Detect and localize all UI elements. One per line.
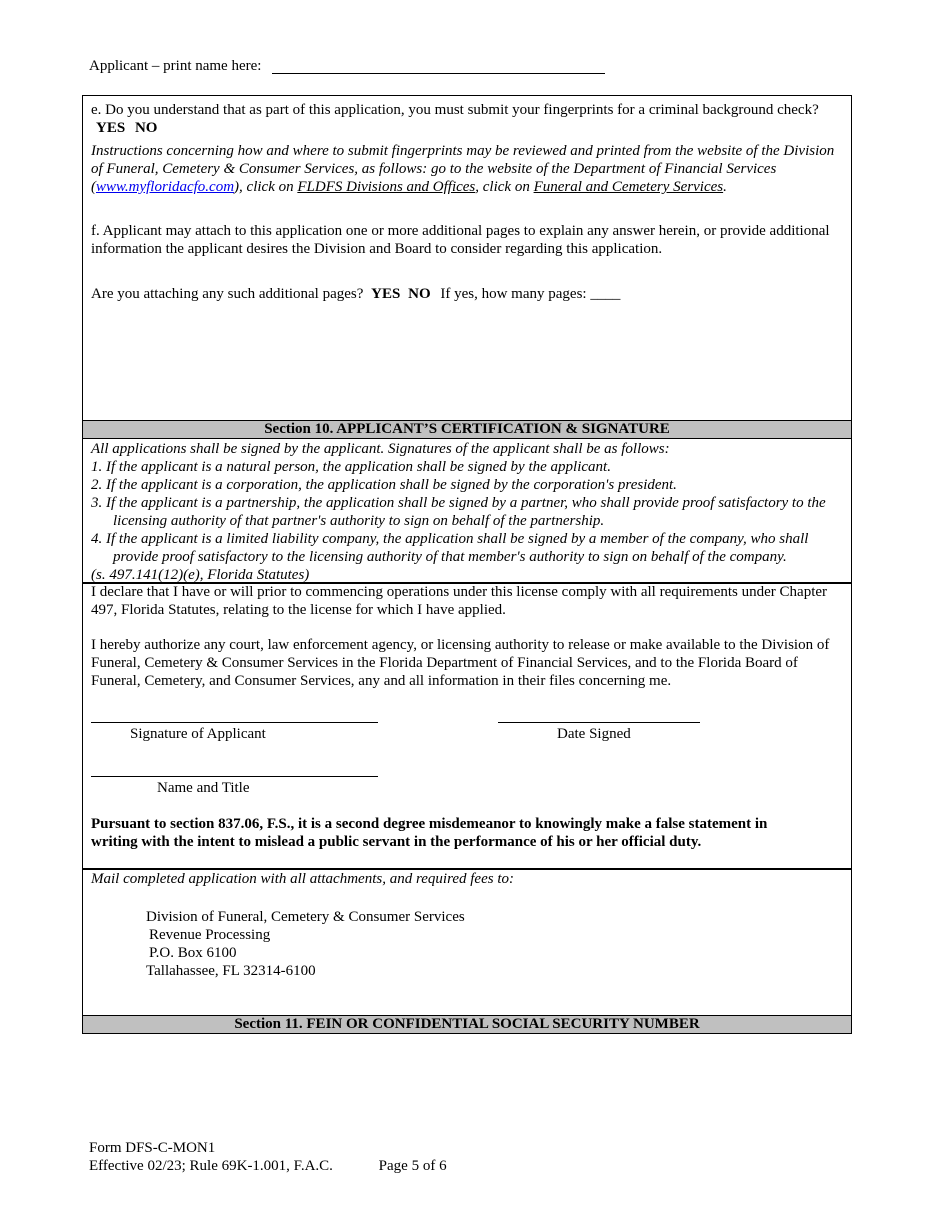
signature-requirements xyxy=(91,440,847,584)
name-title-field[interactable] xyxy=(91,776,378,777)
page-footer xyxy=(89,1139,447,1175)
attach-pages-question xyxy=(91,285,843,303)
section-11-header: Section 11. FEIN OR CONFIDENTIAL SOCIAL SECURITY NUMBER xyxy=(82,1015,852,1034)
attach-pages-label: Are you attaching any such additional pages? xyxy=(91,286,364,302)
address-line: Tallahassee, FL 32314-6100 xyxy=(146,963,316,979)
mailing-instruction: Mail completed application with all attachments, and required fees to: xyxy=(91,871,514,887)
requirement-item: 3. If the applicant is a partnership, the application shall be signed by a partner, who shall provide proof satisfactory to the licensing authority of that partner's authority to sign on behalf of the partnership. xyxy=(91,495,826,529)
attach-pages-no[interactable]: NO xyxy=(408,286,431,302)
cfo-website-link[interactable]: www.myfloridacfo.com xyxy=(96,179,235,195)
funeral-cemetery-link[interactable]: Funeral and Cemetery Services xyxy=(533,179,724,195)
name-title-label: Name and Title xyxy=(157,780,250,796)
statute-citation: (s. 497.141(12)(e), Florida Statutes) xyxy=(91,567,310,583)
question-e-text: e. Do you understand that as part of this application, you must submit your fingerprints for a criminal background check? xyxy=(91,102,819,118)
attach-pages-yes[interactable]: YES xyxy=(371,286,401,302)
address-line: Division of Funeral, Cemetery & Consumer Services xyxy=(146,909,465,925)
requirements-intro: All applications shall be signed by the applicant. Signatures of the applicant shall be as follows: xyxy=(91,441,670,457)
print-name-label: Applicant – print name here: xyxy=(89,58,262,74)
form-id: Form DFS-C-MON1 xyxy=(89,1140,216,1156)
authorization-text: I hereby authorize any court, law enforcement agency, or licensing authority to release or make available to the Division of Funeral, Cemetery & Consumer Services in the Florida Department of Financial Services, and to the Florida Board of Funeral, Cemetery, and Consumer Services, any and all information in their files concerning me. xyxy=(91,637,830,689)
address-line: P.O. Box 6100 xyxy=(149,945,237,961)
signature-field[interactable] xyxy=(91,722,378,723)
requirement-item: 1. If the applicant is a natural person, the application shall be signed by the applicant. xyxy=(91,459,611,475)
print-name-row xyxy=(89,57,261,75)
effective-rule: Effective 02/23; Rule 69K-1.001, F.A.C. xyxy=(89,1158,333,1174)
declaration-text: I declare that I have or will prior to commencing operations under this license comply with all requirements under Chapter 497, Florida Statutes, relating to the license for which I have applied. xyxy=(91,584,828,618)
date-signed-label: Date Signed xyxy=(557,726,631,742)
page-number: Page 5 of 6 xyxy=(378,1158,447,1174)
requirements-list xyxy=(91,458,847,566)
false-statement-warning: Pursuant to section 837.06, F.S., it is a second degree misdemeanor to knowingly make a false statement in writing with the intent to mislead a public servant in the performance of his or her official duty. xyxy=(91,816,768,850)
requirement-item: 2. If the applicant is a corporation, the application shall be signed by the corporation's president. xyxy=(91,477,677,493)
question-f-text: f. Applicant may attach to this application one or more additional pages to explain any answer herein, or provide additional information the applicant desires the Division and Board to consider regarding this application. xyxy=(91,223,830,257)
signature-label: Signature of Applicant xyxy=(130,726,266,742)
address-line: Revenue Processing xyxy=(149,927,271,943)
question-e-yes[interactable]: YES xyxy=(96,120,126,136)
requirement-item: 4. If the applicant is a limited liability company, the application shall be signed by a member of the company, who shall provide proof satisfactory to the licensing authority of that member's authority to sign on behalf of the company. xyxy=(91,531,809,565)
date-signed-field[interactable] xyxy=(498,722,700,723)
pages-count-field[interactable]: If yes, how many pages: ____ xyxy=(440,286,621,302)
section-10-header: Section 10. APPLICANT’S CERTIFICATION & SIGNATURE xyxy=(82,420,852,439)
question-e xyxy=(91,101,843,137)
divisions-offices-link[interactable]: FLDFS Divisions and Offices xyxy=(297,179,476,195)
print-name-field[interactable] xyxy=(272,73,605,74)
question-e-no[interactable]: NO xyxy=(134,120,158,136)
fingerprint-instructions: Instructions concerning how and where to submit fingerprints may be reviewed and printed from the website of the Division of Funeral, Cemetery & Consumer Services, as follows: go to the website of the Department of Financial Services (www.myfloridacfo.com), click on FLDFS Divisions and Offices, click on Funeral and Cemetery Services. xyxy=(91,143,835,195)
mailing-address xyxy=(146,908,465,980)
